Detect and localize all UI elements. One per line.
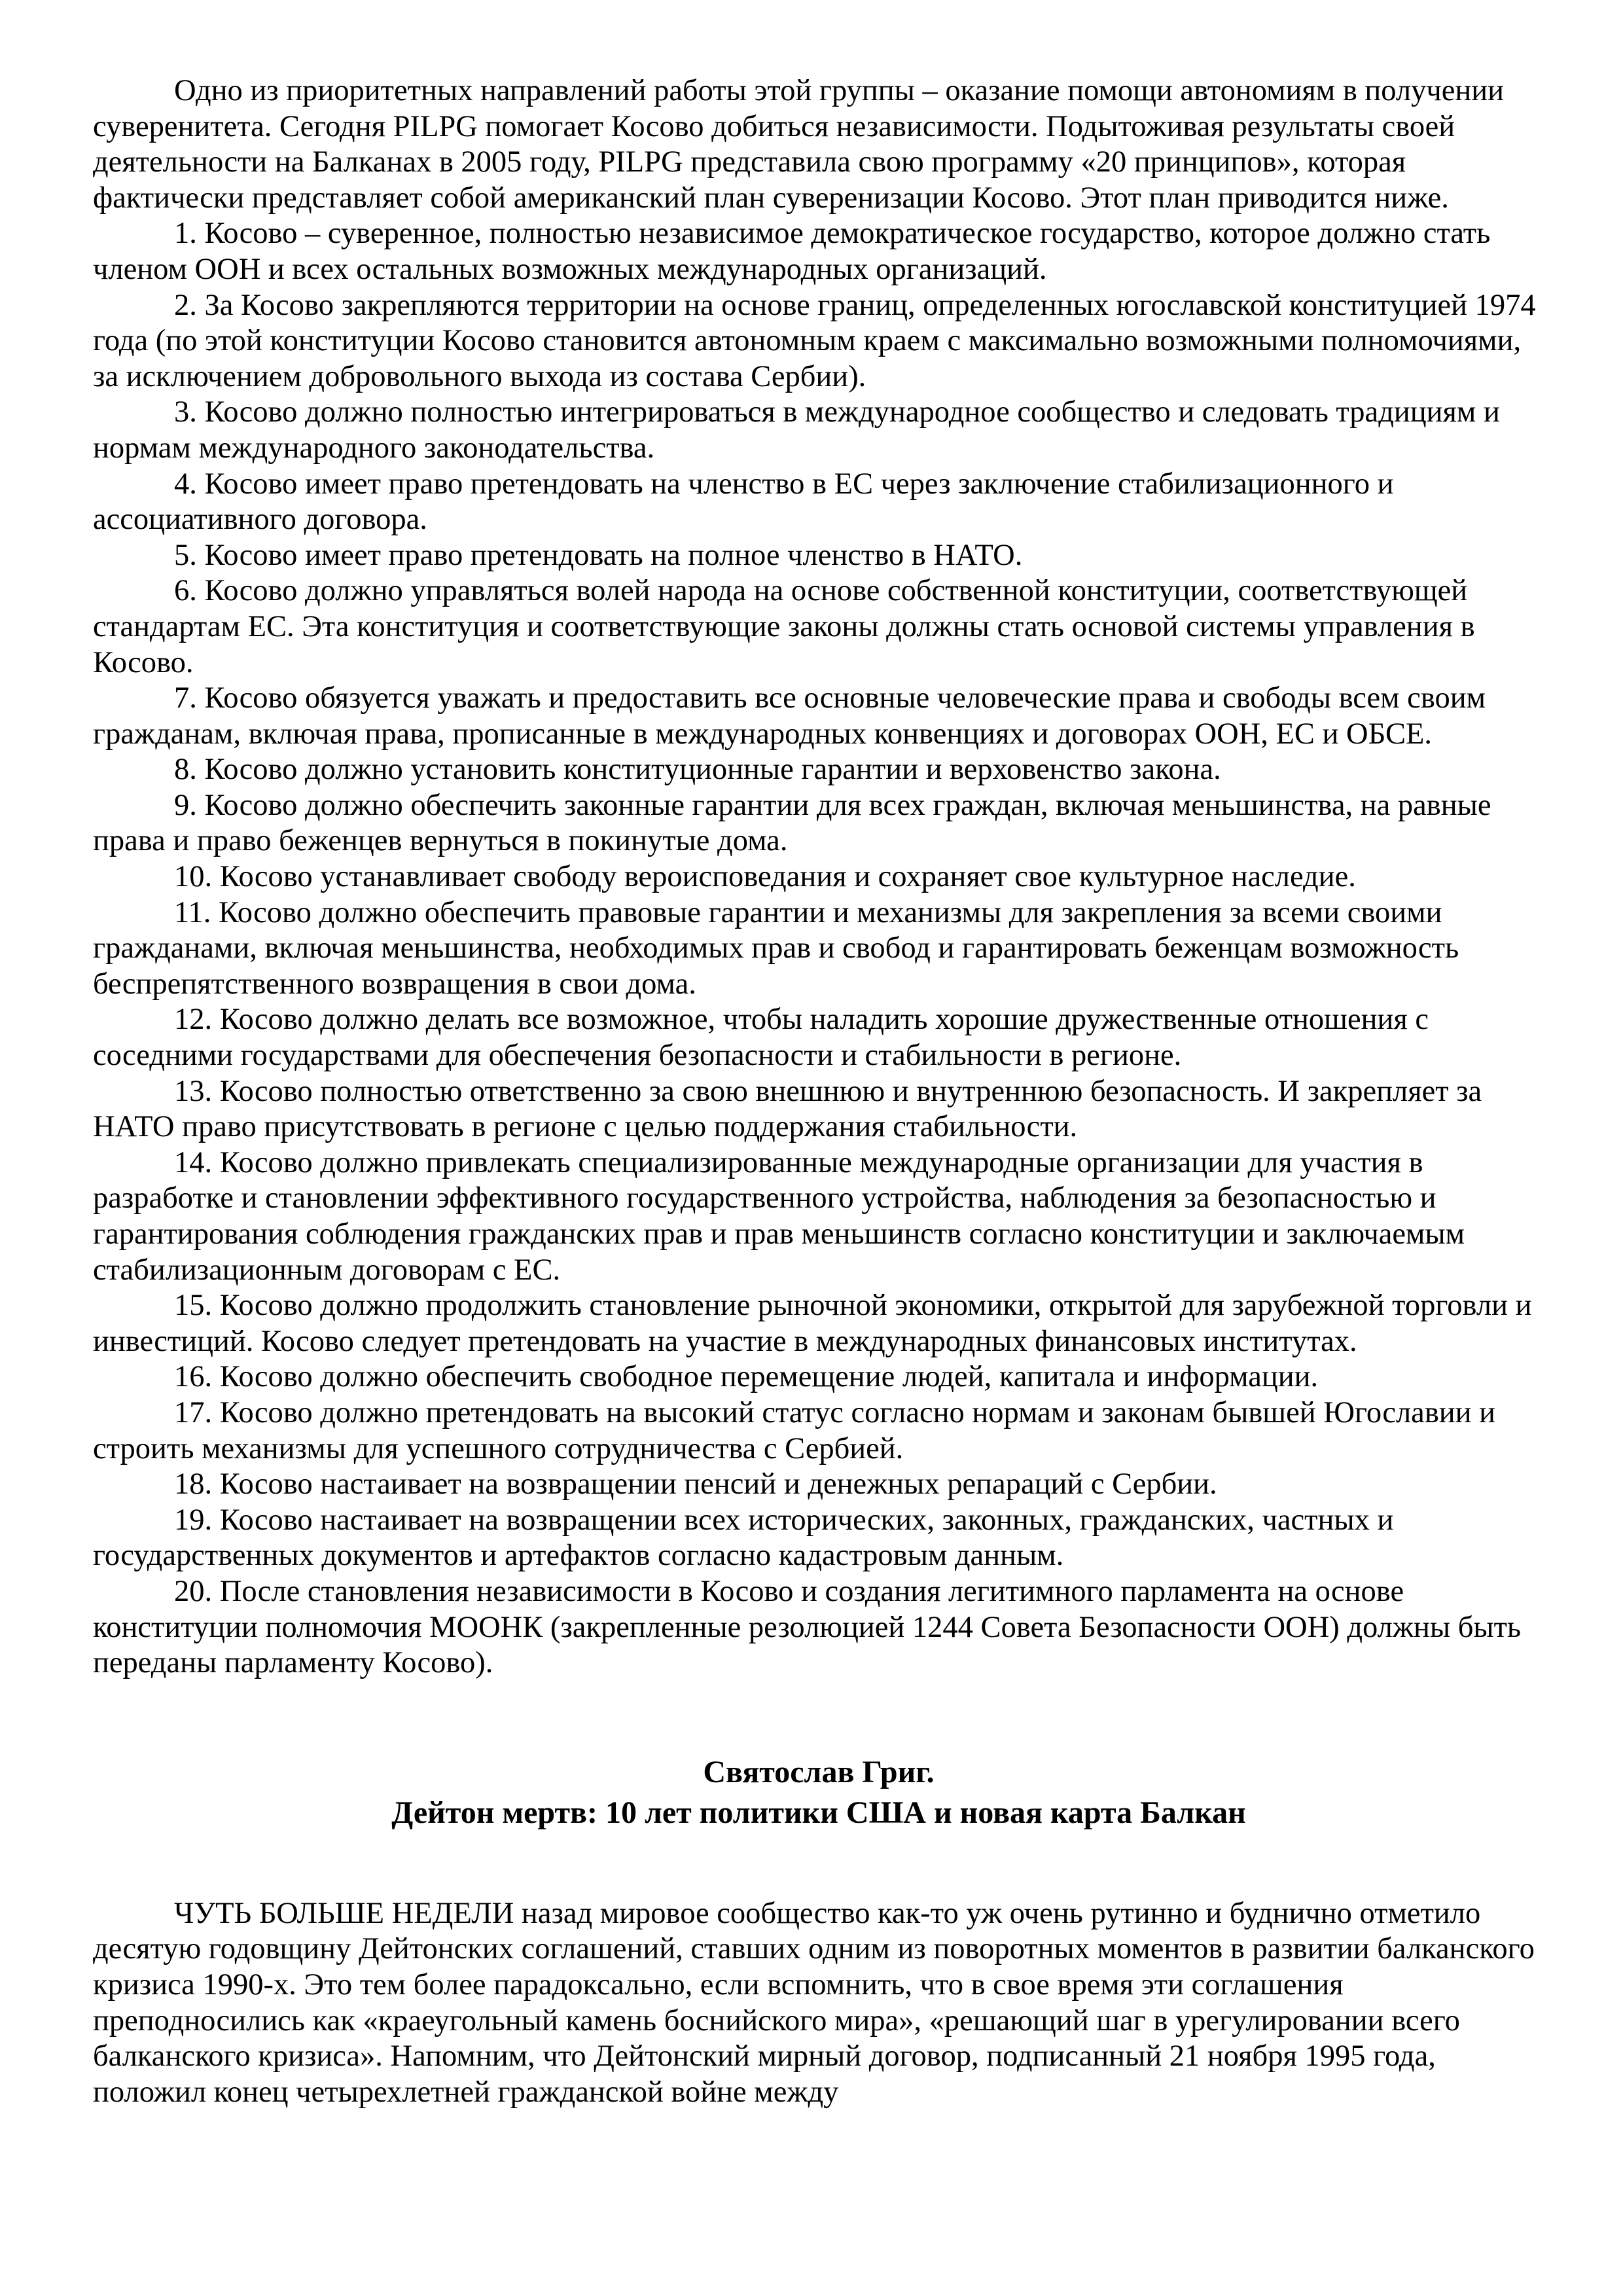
principle-item: 12. Косово должно делать все возможное, чтобы наладить хорошие дружественные отношения с соседними государствами для обеспечения безопасности и стабильности в регионе. — [93, 1003, 1429, 1073]
principle-item: 2. За Косово закрепляются территории на основе границ, определенных югославской конституцией 1974 года (по этой конституции Косово становится автономным краем с максимально возможными полномочиями, за исключением добровольного выхода из состава Сербии). — [93, 288, 1536, 393]
article-title: Дейтон мертв: 10 лет политики США и новая карта Балкан — [391, 1795, 1246, 1830]
principle-item: 19. Косово настаивает на возвращении всех исторических, законных, гражданских, частных и государственных документов и артефактов согласно кадастровым данным. — [93, 1503, 1394, 1573]
principle-item: 5. Косово имеет право претендовать на полное членство в НАТО. — [174, 538, 1023, 572]
principle-item: 10. Косово устанавливает свободу вероисповедания и сохраняет свое культурное наследие. — [174, 860, 1356, 894]
principle-item: 16. Косово должно обеспечить свободное перемещение людей, капитала и информации. — [174, 1360, 1319, 1394]
article-body-paragraph: ЧУТЬ БОЛЬШЕ НЕДЕЛИ назад мировое сообщество как-то уж очень рутинно и буднично отметило десятую годовщину Дейтонских соглашений, ставших одним из поворотных моментов в развитии балканского кризиса 1990-х. Это тем более парадоксально, если вспомнить, что в свое время эти соглашения преподносились как «краеугольный камень боснийского мира», «решающий шаг в урегулировании всего балканского кризиса». Напомним, что Дейтонский мирный договор, подписанный 21 ноября 1995 года, положил конец четырехлетней гражданской войне между — [93, 1896, 1535, 2109]
principle-item: 15. Косово должно продолжить становление рыночной экономики, открытой для зарубежной торговли и инвестиций. Косово следует претендовать на участие в международных финансовых институтах. — [93, 1289, 1532, 1358]
principle-item: 14. Косово должно привлекать специализированные международные организации для участия в разработке и становлении эффективного государственного устройства, наблюдения за безопасностью и гарантирования соблюдения гражданских прав и прав меньшинств согласно конституции и заключаемым стабилизационным договорам с ЕС. — [93, 1145, 1465, 1287]
article-author: Святослав Григ. — [703, 1754, 935, 1789]
principle-item: 6. Косово должно управляться волей народа на основе собственной конституции, соответствующей стандартам ЕС. Эта конституция и соответствующие законы должны стать основой системы управления в Косово. — [93, 574, 1475, 679]
principles-list — [93, 216, 1544, 1681]
intro-paragraph: Одно из приоритетных направлений работы этой группы – оказание помощи автономиям в получении суверенитета. Сегодня PILPG помогает Косово добиться независимости. Подытоживая результаты своей деятельности на Балканах в 2005 году, PILPG представила свою программу «20 принципов», которая фактически представляет собой американский план суверенизации Косово. Этот план приводится ниже. — [93, 74, 1505, 215]
principle-item: 1. Косово – суверенное, полностью независимое демократическое государство, которое должно стать членом ООН и всех остальных возможных международных организаций. — [93, 217, 1491, 286]
principle-item: 8. Косово должно установить конституционные гарантии и верховенство закона. — [174, 753, 1221, 787]
article-heading — [93, 1752, 1544, 1833]
principle-item: 13. Косово полностью ответственно за свою внешнюю и внутреннюю безопасность. И закрепляет за НАТО право присутствовать в регионе с целью поддержания стабильности. — [93, 1074, 1482, 1144]
principle-item: 17. Косово должно претендовать на высокий статус согласно нормам и законам бывшей Югославии и строить механизмы для успешного сотрудничества с Сербией. — [93, 1395, 1496, 1465]
principle-item: 18. Косово настаивает на возвращении пенсий и денежных репараций с Сербии. — [174, 1467, 1217, 1501]
principle-item: 7. Косово обязуется уважать и предоставить все основные человеческие права и свободы всем своим гражданам, включая права, прописанные в международных конвенциях и договорах ООН, ЕС и ОБСЕ. — [93, 681, 1486, 751]
principle-item: 20. После становления независимости в Косово и создания легитимного парламента на основе конституции полномочия МООНК (закрепленные резолюцией 1244 Совета Безопасности ООН) должны быть переданы парламенту Косово). — [93, 1574, 1522, 1680]
principle-item: 11. Косово должно обеспечить правовые гарантии и механизмы для закрепления за всеми своими гражданами, включая меньшинства, необходимых прав и свобод и гарантировать беженцам возможность беспрепятственного возвращения в свои дома. — [93, 895, 1459, 1001]
principle-item: 3. Косово должно полностью интегрироваться в международное сообщество и следовать традициям и нормам международного законодательства. — [93, 395, 1500, 465]
principle-item: 4. Косово имеет право претендовать на членство в ЕС через заключение стабилизационного и ассоциативного договора. — [93, 467, 1394, 537]
principle-item: 9. Косово должно обеспечить законные гарантии для всех граждан, включая меньшинства, на равные права и право беженцев вернуться в покинутые дома. — [93, 788, 1491, 858]
document-page — [93, 73, 1544, 2110]
